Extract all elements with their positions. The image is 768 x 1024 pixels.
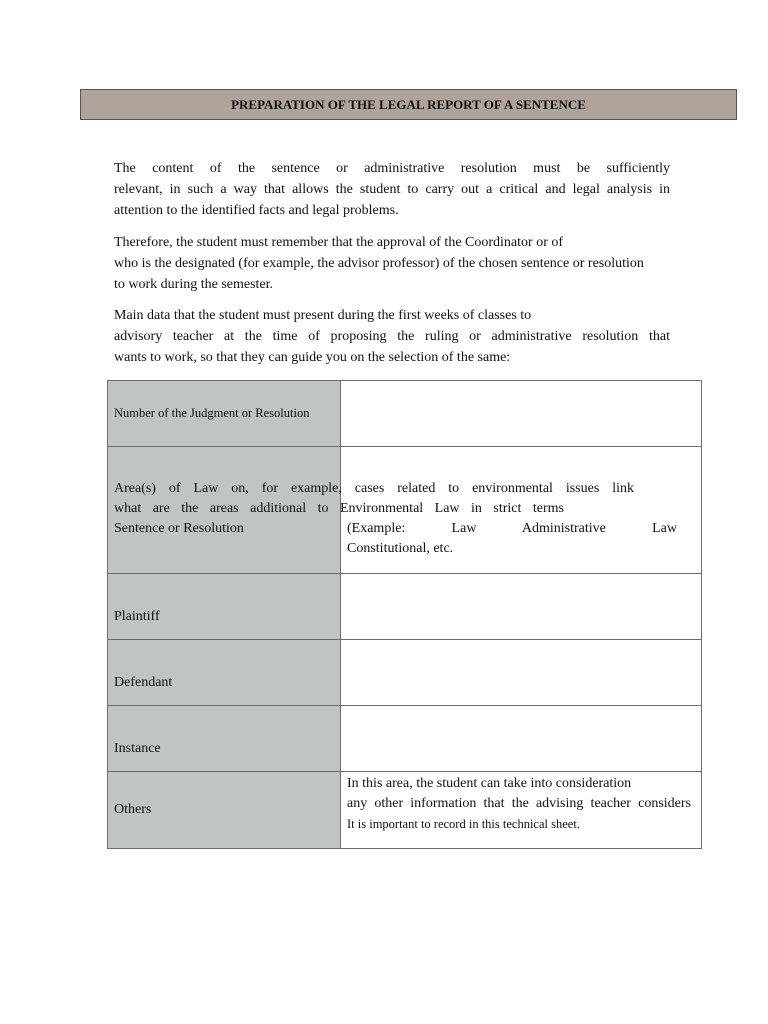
paragraph-line: The content of the sentence or administrative resolution must be sufficiently <box>114 161 670 176</box>
value-line: In this area, the student can take into consideration <box>347 776 632 791</box>
row-value-text <box>347 519 677 559</box>
row-value-cell <box>341 640 702 706</box>
value-line: It is important to record in this technical sheet. <box>347 817 580 831</box>
row-value-cell <box>341 381 702 447</box>
row-label-cell <box>108 381 341 447</box>
table-row-others <box>108 772 702 849</box>
row-label-cell <box>108 772 341 849</box>
row-label: Plaintiff <box>114 608 160 624</box>
table-row-plaintiff <box>108 574 702 640</box>
row-value-cell <box>341 447 702 574</box>
row-value-cell <box>341 706 702 772</box>
paragraph-line: relevant, in such a way that allows the student to carry out a critical and legal analysis in <box>114 182 670 197</box>
paragraph-line: Therefore, the student must remember that the approval of the Coordinator or of <box>114 235 564 250</box>
row-label: Number of the Judgment or Resolution <box>114 405 310 420</box>
paragraph-line: attention to the identified facts and legal problems. <box>114 203 399 218</box>
title-box <box>80 89 737 120</box>
row-label: Instance <box>114 740 161 756</box>
label-line: what are the areas additional to Environmental Law in strict terms <box>114 501 564 516</box>
row-label: Defendant <box>114 674 173 690</box>
row-label-cell <box>108 574 341 640</box>
intro-paragraph-2 <box>114 232 670 295</box>
paragraph-line: who is the designated (for example, the advisor professor) of the chosen sentence or resolution <box>114 256 644 271</box>
label-line: Sentence or Resolution <box>114 521 244 536</box>
label-line: Area(s) of Law on, for example, cases related to environmental issues link <box>114 481 634 496</box>
table-row-areas-of-law <box>108 447 702 574</box>
table-row-judgment-number <box>108 381 702 447</box>
document-title: PREPARATION OF THE LEGAL REPORT OF A SENTENCE <box>231 96 586 112</box>
value-line: (Example: Law Administrative Law <box>347 521 677 536</box>
paragraph-line: wants to work, so that they can guide you on the selection of the same: <box>114 350 511 365</box>
row-value-cell <box>341 574 702 640</box>
technical-sheet-table <box>107 380 702 849</box>
table-row-instance <box>108 706 702 772</box>
value-line: any other information that the advising teacher considers <box>347 796 691 811</box>
row-label-cell <box>108 640 341 706</box>
row-label-cell <box>108 706 341 772</box>
table-row-defendant <box>108 640 702 706</box>
paragraph-line: to work during the semester. <box>114 277 274 292</box>
intro-paragraph-1 <box>114 158 670 221</box>
intro-paragraph-3 <box>114 305 670 368</box>
value-line: Constitutional, etc. <box>347 541 454 556</box>
row-label: Others <box>114 802 152 817</box>
paragraph-line: advisory teacher at the time of proposing the ruling or administrative resolution that <box>114 329 670 344</box>
row-value-cell <box>341 772 702 849</box>
paragraph-line: Main data that the student must present during the first weeks of classes to <box>114 308 532 323</box>
